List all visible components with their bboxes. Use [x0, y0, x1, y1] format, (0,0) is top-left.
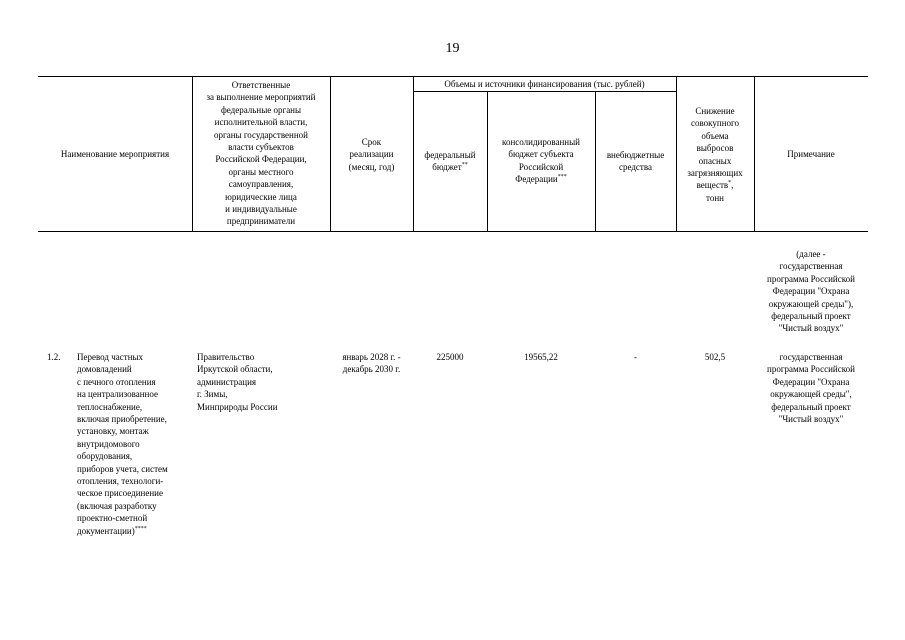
- header-consolidated: [487, 136, 595, 186]
- header-consolidated-text: консолидированный бюджет субъекта Российской Федерации: [502, 137, 580, 185]
- header-federal-text: федеральный бюджет: [424, 150, 476, 173]
- header-consolidated-mark: ***: [557, 174, 567, 181]
- funding-group-rule: [413, 91, 676, 92]
- header-reduction-unit: , тонн: [706, 180, 734, 203]
- continuation-note: (далее - государственная программа Российской Федерации "Охрана окружающей среды"), федеральный проект "Чистый воздух": [767, 249, 855, 334]
- row-name: [77, 351, 192, 537]
- row-federal: 225000: [436, 352, 464, 362]
- header-extrabudget: внебюджетные средства: [606, 150, 665, 173]
- header-reduction-text: Снижение совокупного объема выбросов опасных загрязняющих веществ: [687, 106, 743, 191]
- row-name-text: Перевод частных домовладений с печного отопления на централизованное теплоснабжение, включая приобретение, установку, монтаж внутридомового оборудования, приборов учета, систем отопления, технологи- ческое присоединение (включая разработку проектно-сметной документации): [77, 352, 168, 536]
- row-name-mark: ****: [134, 525, 147, 532]
- header-bottom-rule: [38, 231, 868, 232]
- header-reduction: [676, 105, 754, 204]
- row-reduction: 502,5: [704, 352, 726, 362]
- header-responsible: Ответственные за выполнение мероприятий федеральные органы исполнительной власти, органы государственной власти субъектов Российской Федерации, органы местного самоуправления, юридические лица и индивидуальные предприниматели: [206, 80, 316, 227]
- header-federal-mark: **: [461, 162, 468, 169]
- table-top-rule: [38, 76, 868, 77]
- row-number: 1.2.: [47, 352, 61, 362]
- header-note: Примечание: [787, 149, 835, 159]
- header-federal: [413, 149, 487, 174]
- header-term: Срок реализации (месяц, год): [348, 137, 395, 172]
- row-note: государственная программа Российской Федерации "Охрана окружающей среды", федеральный проект "Чистый воздух": [767, 352, 855, 425]
- page-number: 19: [445, 41, 460, 56]
- row-responsible: Правительство Иркутской области, администрация г. Зимы, Минприроды России: [197, 352, 278, 412]
- row-term: январь 2028 г. - декабрь 2030 г.: [342, 352, 401, 375]
- header-name: Наименование мероприятия: [60, 149, 170, 159]
- row-consolidated: 19565,22: [524, 352, 558, 362]
- header-funding-group: Объемы и источники финансирования (тыс. рублей): [444, 79, 645, 89]
- row-extrabudget: -: [634, 352, 637, 362]
- header-reduction-mark: *: [728, 180, 732, 187]
